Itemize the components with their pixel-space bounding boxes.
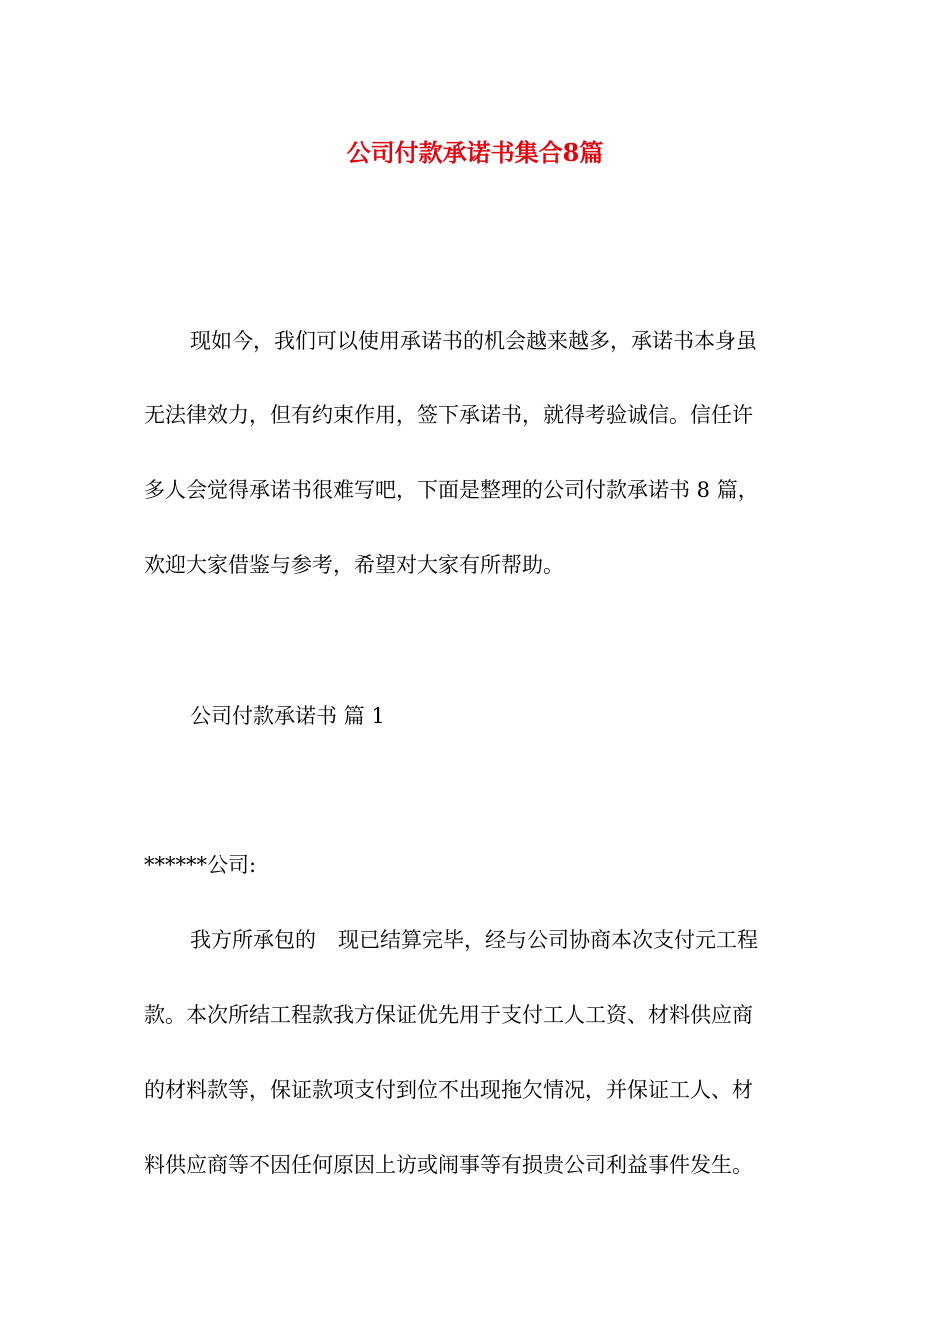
- body-line-3: 的材料款等，保证款项支付到位不出现拖欠情况，并保证工人、材: [144, 1078, 753, 1102]
- body-line-2: 款。本次所结工程款我方保证优先用于支付工人工资、材料供应商: [144, 1003, 753, 1027]
- body-line-4: 料供应商等不因任何原因上访或闹事等有损贵公司利益事件发生。: [144, 1153, 753, 1177]
- section-heading: 公司付款承诺书 篇 1: [190, 704, 385, 728]
- body-line-1: [190, 922, 814, 958]
- intro-line-2: 无法律效力，但有约束作用，签下承诺书，就得考验诚信。信任许: [144, 403, 753, 427]
- body-line-1-part-a: 我方所承包的: [190, 928, 316, 952]
- intro-line-4: 欢迎大家借鉴与参考，希望对大家有所帮助。: [144, 553, 564, 577]
- intro-line-3: 多人会觉得承诺书很难写吧，下面是整理的公司付款承诺书 8 篇，: [144, 478, 759, 502]
- intro-line-1: 现如今，我们可以使用承诺书的机会越来越多，承诺书本身虽: [190, 329, 757, 353]
- document-title: 公司付款承诺书集合8篇: [346, 138, 604, 167]
- salutation: ******公司:: [144, 853, 257, 877]
- body-line-1-part-b: 现已结算完毕，经与公司协商本次支付元工程: [338, 928, 758, 952]
